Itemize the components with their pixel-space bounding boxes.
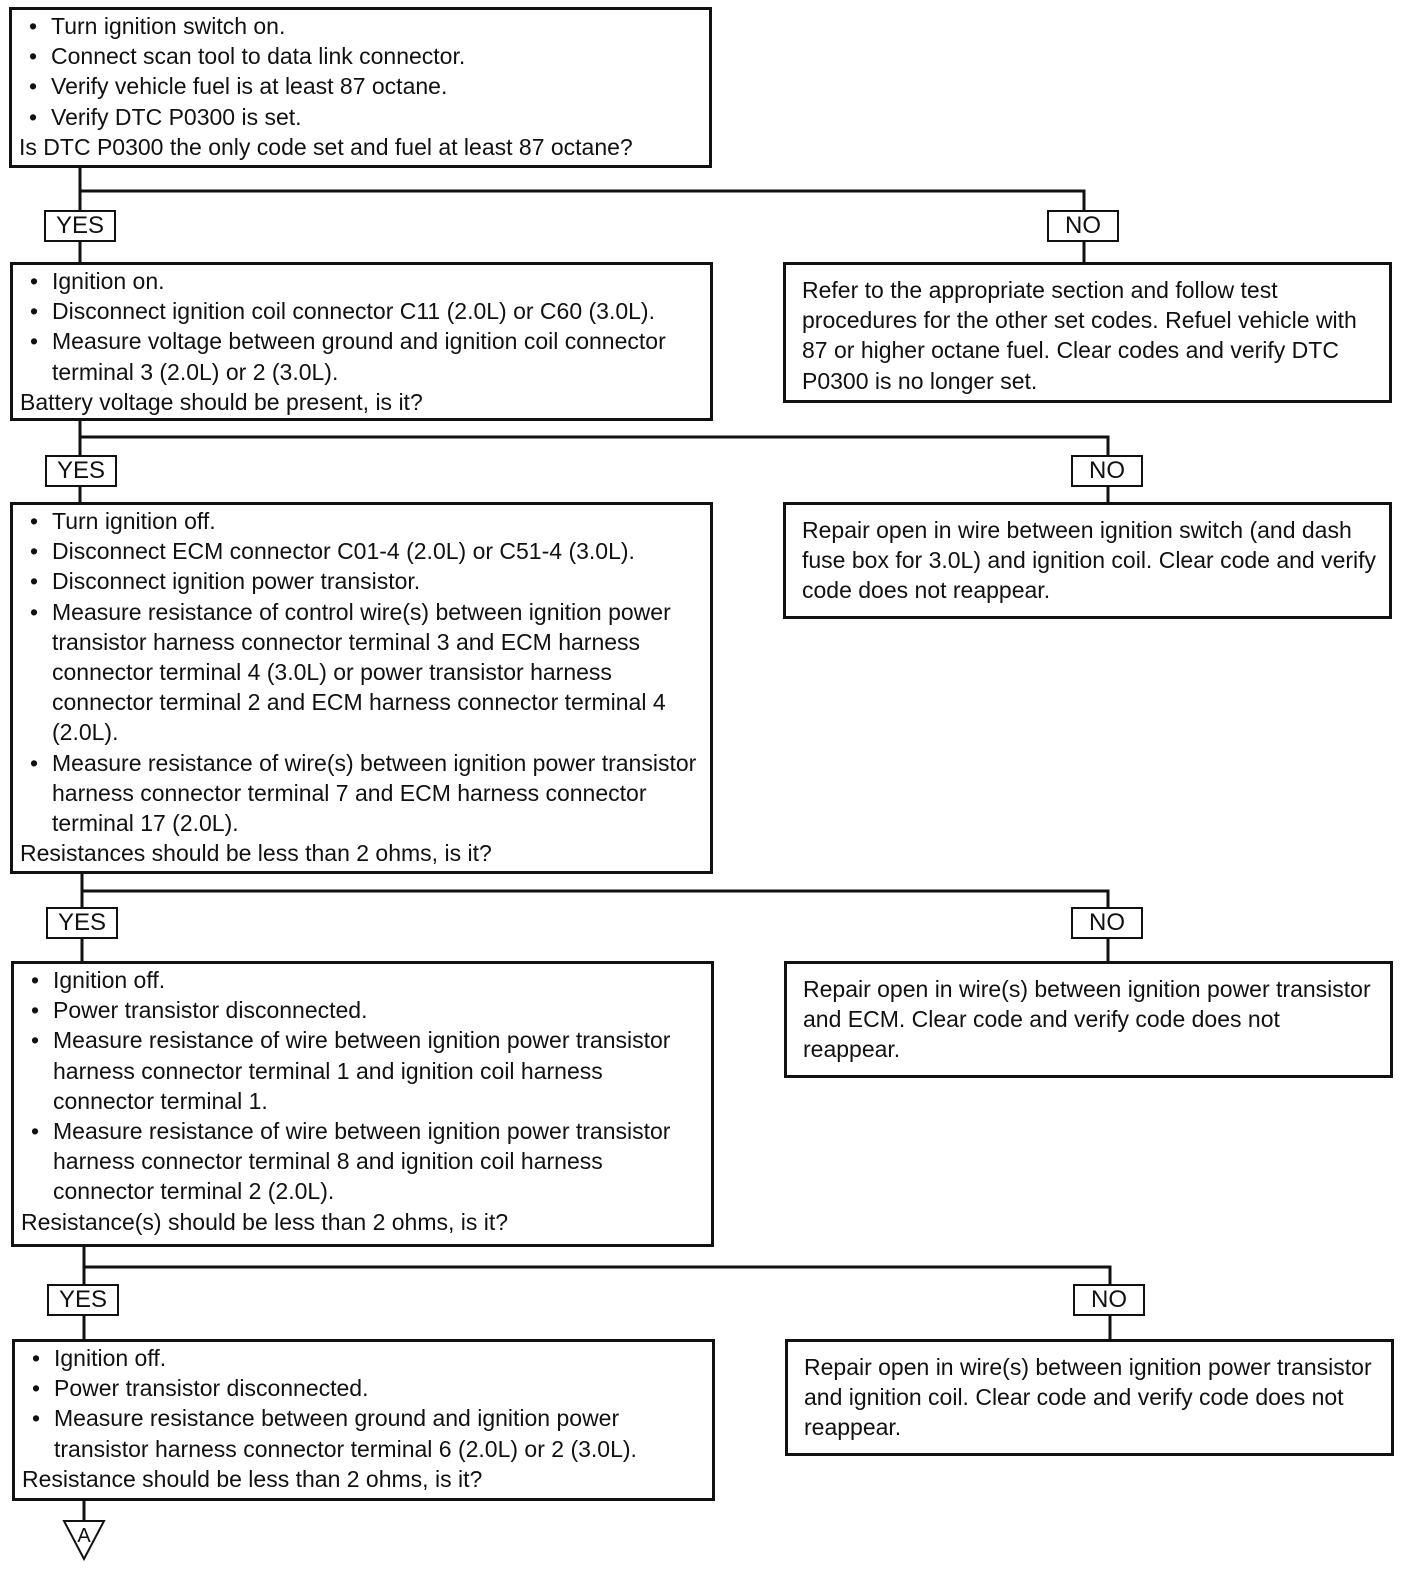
yes-label-1: YES xyxy=(44,210,116,242)
step-5-bullet: • Ignition off. xyxy=(31,1343,704,1373)
step-3-bullet: • Measure resistance of control wire(s) between ignition power transistor harness connector terminal 3 and ECM harness connector terminal 4 (3.0L) or power transistor harness connector terminal 2 and ECM harness connector terminal 4 (2.0L). xyxy=(29,597,702,748)
step-3-box xyxy=(10,502,713,874)
step-3-question: Resistances should be less than 2 ohms, is it? xyxy=(20,840,492,867)
step-4-bullet: • Ignition off. xyxy=(30,965,703,995)
step-1-bullet: • Turn ignition switch on. xyxy=(28,11,701,41)
result-1-text: Refer to the appropriate section and follow test procedures for the other set codes. Refuel vehicle with 87 or higher octane fuel. Clear codes and verify DTC P0300 is no longer set. xyxy=(802,277,1357,394)
step-2-bullet: • Measure voltage between ground and ignition coil connector terminal 3 (2.0L) or 2 (3.0L). xyxy=(29,326,702,386)
result-2-text: Repair open in wire between ignition switch (and dash fuse box for 3.0L) and ignition coil. Clear code and verify code does not reappear. xyxy=(802,517,1377,604)
no-label-2: NO xyxy=(1071,455,1143,487)
step-1-bullet: • Connect scan tool to data link connector. xyxy=(28,41,701,71)
yes-label-2: YES xyxy=(45,455,117,487)
result-1-box xyxy=(783,262,1392,403)
no-label-1: NO xyxy=(1047,210,1119,242)
step-1-question: Is DTC P0300 the only code set and fuel at least 87 octane? xyxy=(19,133,633,160)
step-5-bullet: • Measure resistance between ground and ignition power transistor harness connector terminal 6 (2.0L) or 2 (3.0L). xyxy=(31,1403,704,1463)
step-3-bullet: • Measure resistance of wire(s) between ignition power transistor harness connector terminal 7 and ECM harness connector terminal 17 (2.0L). xyxy=(29,748,702,839)
step-4-question: Resistance(s) should be less than 2 ohms, is it? xyxy=(21,1208,509,1235)
step-5-question: Resistance should be less than 2 ohms, is it? xyxy=(22,1465,483,1492)
step-4-box xyxy=(11,961,714,1247)
no-label-4: NO xyxy=(1073,1284,1145,1316)
result-3-text: Repair open in wire(s) between ignition power transistor and ECM. Clear code and verify code does not reappear. xyxy=(803,976,1371,1063)
step-4-bullet: • Measure resistance of wire between ignition power transistor harness connector terminal 8 and ignition coil harness connector terminal 2 (2.0L). xyxy=(30,1116,703,1207)
step-4-bullet: • Measure resistance of wire between ignition power transistor harness connector terminal 1 and ignition coil harness connector terminal 1. xyxy=(30,1025,703,1116)
step-3-bullet: • Disconnect ignition power transistor. xyxy=(29,566,702,596)
step-2-question: Battery voltage should be present, is it? xyxy=(20,388,423,415)
step-3-bullet: • Disconnect ECM connector C01-4 (2.0L) or C51-4 (3.0L). xyxy=(29,536,702,566)
step-5-bullet: • Power transistor disconnected. xyxy=(31,1373,704,1403)
result-3-box xyxy=(784,961,1393,1078)
result-4-text: Repair open in wire(s) between ignition power transistor and ignition coil. Clear code and verify code does not reappear. xyxy=(804,1354,1372,1441)
step-2-bullet: • Disconnect ignition coil connector C11 (2.0L) or C60 (3.0L). xyxy=(29,296,702,326)
result-2-box xyxy=(783,502,1392,619)
no-label-3: NO xyxy=(1071,907,1143,939)
yes-label-3: YES xyxy=(46,907,118,939)
result-4-box xyxy=(785,1339,1394,1456)
yes-label-4: YES xyxy=(47,1284,119,1316)
step-2-bullet: • Ignition on. xyxy=(29,266,702,296)
step-4-bullet: • Power transistor disconnected. xyxy=(30,995,703,1025)
step-2-box xyxy=(10,262,713,421)
step-1-bullet: • Verify vehicle fuel is at least 87 octane. xyxy=(28,71,701,101)
step-1-bullet: • Verify DTC P0300 is set. xyxy=(28,102,701,132)
step-3-bullet: • Turn ignition off. xyxy=(29,506,702,536)
step-1-box xyxy=(9,7,712,168)
step-5-box xyxy=(12,1339,715,1501)
offpage-connector-label: A xyxy=(77,1525,91,1547)
